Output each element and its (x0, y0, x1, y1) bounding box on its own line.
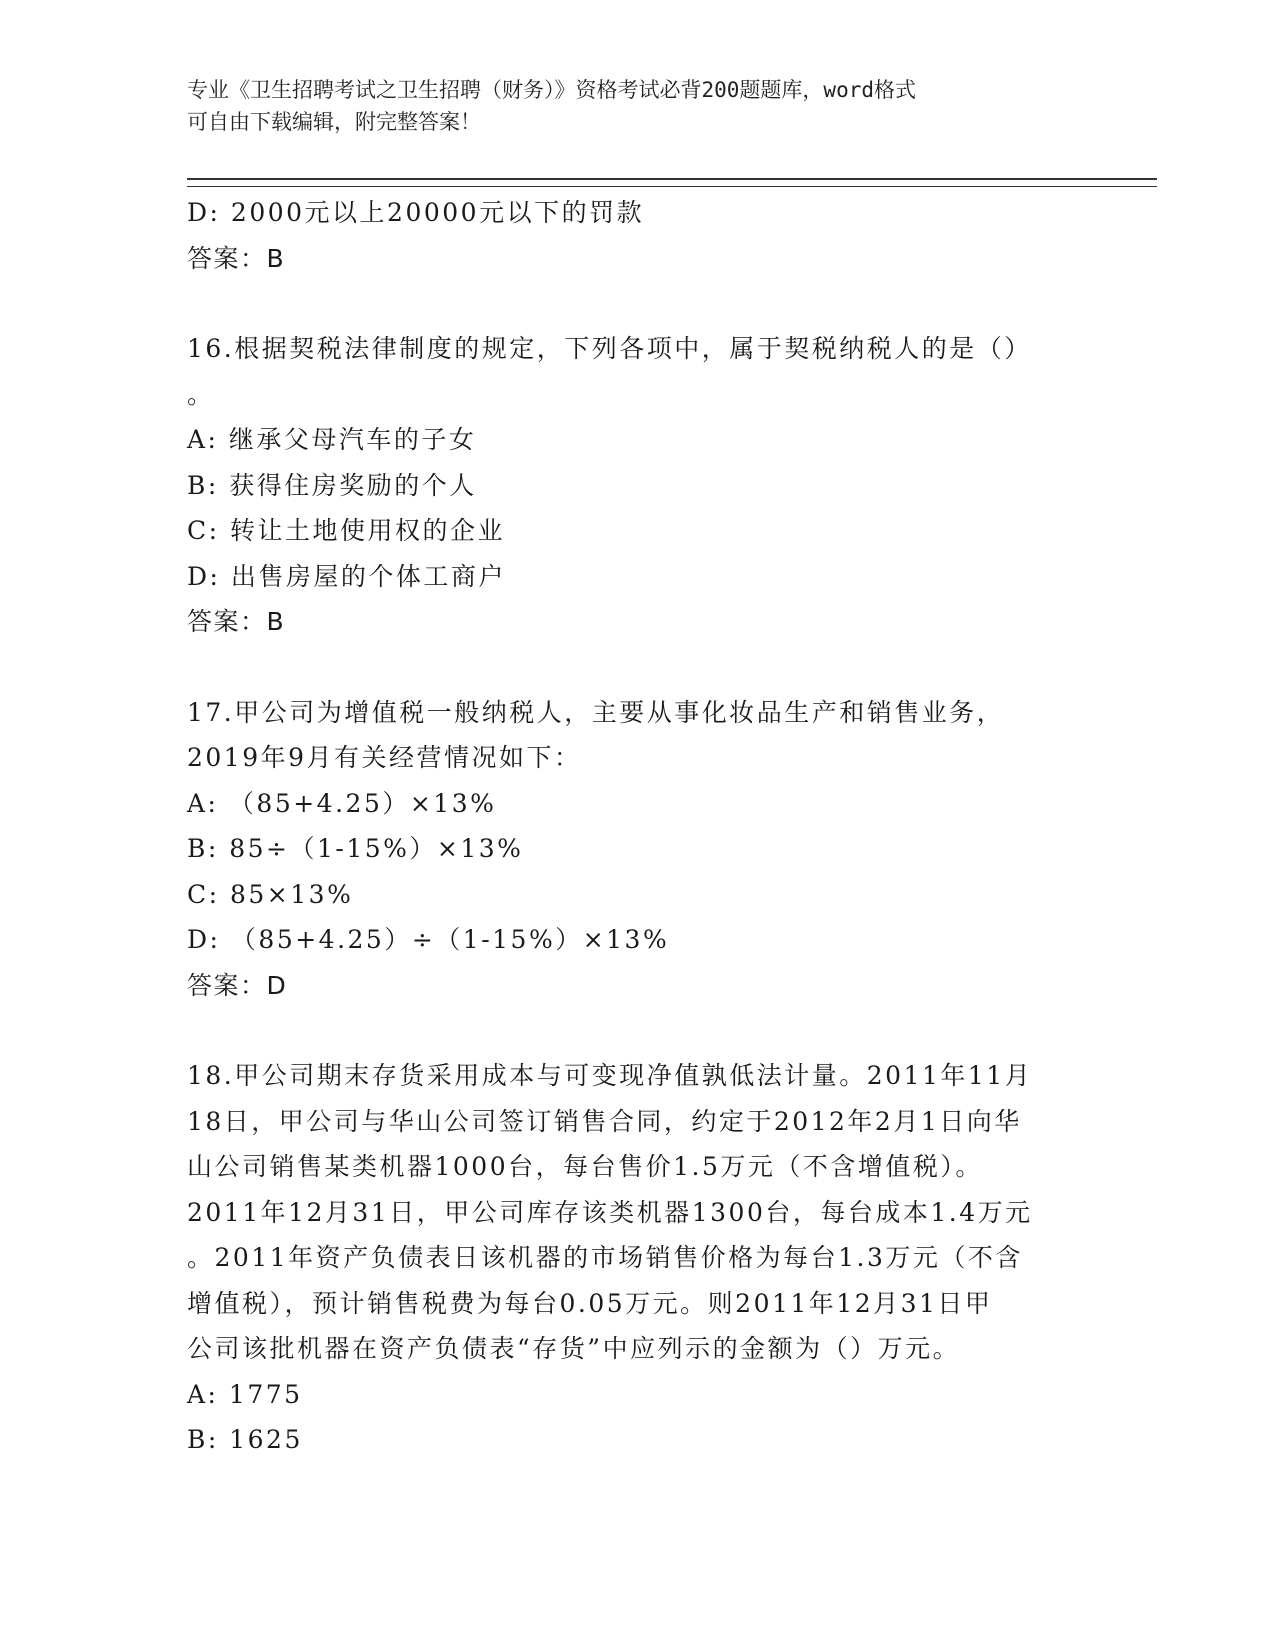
question-stem-continued: 2011年12月31日，甲公司库存该类机器1300台，每台成本1.4万元 (187, 1197, 1033, 1227)
question-stem-continued: 。2011年资产负债表日该机器的市场销售价格为每台1.3万元（不含 (187, 1243, 1023, 1272)
answer-label: 答案：D (187, 970, 288, 1000)
header-title-line-2: 可自由下载编辑，附完整答案！ (187, 110, 481, 134)
option-b: B: 85÷（1-15%）×13% (187, 834, 524, 863)
question-stem-continued: 。 (187, 379, 215, 409)
header-title-line-1: 专业《卫生招聘考试之卫生招聘（财务）》资格考试必背200题题库，word格式 (187, 78, 916, 102)
question-17 (187, 690, 1087, 1009)
option-a: A: 继承父母汽车的子女 (187, 425, 477, 454)
question-stem-continued: 山公司销售某类机器1000台，每台售价1.5万元（不含增值税）。 (187, 1152, 983, 1181)
question-stem-continued: 2019年9月有关经营情况如下： (187, 743, 582, 772)
option-b: B: 获得住房奖励的个人 (187, 470, 477, 500)
option-c: C: 85×13% (187, 879, 354, 909)
option-d: D: （85+4.25）÷（1-15%）×13% (187, 925, 670, 954)
question-content (187, 190, 1087, 1463)
option-a: A: （85+4.25）×13% (187, 788, 497, 818)
question-stem-continued: 增值税），预计销售税费为每台0.05万元。则2011年12月31日甲 (187, 1288, 993, 1318)
answer-label: 答案：B (187, 607, 286, 636)
question-stem: 16.根据契税法律制度的规定，下列各项中，属于契税纳税人的是（） (187, 334, 1032, 363)
question-18 (187, 1053, 1087, 1463)
header-divider (187, 178, 1157, 187)
answer-label: 答案：B (187, 243, 286, 273)
option-c: C: 转让土地使用权的企业 (187, 516, 505, 545)
document-header (187, 74, 1087, 138)
question-stem: 18.甲公司期末存货采用成本与可变现净值孰低法计量。2011年11月 (187, 1061, 1033, 1090)
question-16 (187, 326, 1087, 645)
option-b: B: 1625 (187, 1425, 303, 1454)
question-15-tail (187, 190, 1087, 281)
option-a: A: 1775 (187, 1379, 303, 1409)
option-d: D: 出售房屋的个体工商户 (187, 561, 506, 591)
question-stem: 17.甲公司为增值税一般纳税人，主要从事化妆品生产和销售业务， (187, 697, 1005, 727)
question-stem-continued: 18日，甲公司与华山公司签订销售合同，约定于2012年2月1日向华 (187, 1106, 1022, 1136)
option-d: D: 2000元以上20000元以下的罚款 (187, 198, 645, 227)
question-stem-continued: 公司该批机器在资产负债表“存货”中应列示的金额为（）万元。 (187, 1334, 961, 1363)
